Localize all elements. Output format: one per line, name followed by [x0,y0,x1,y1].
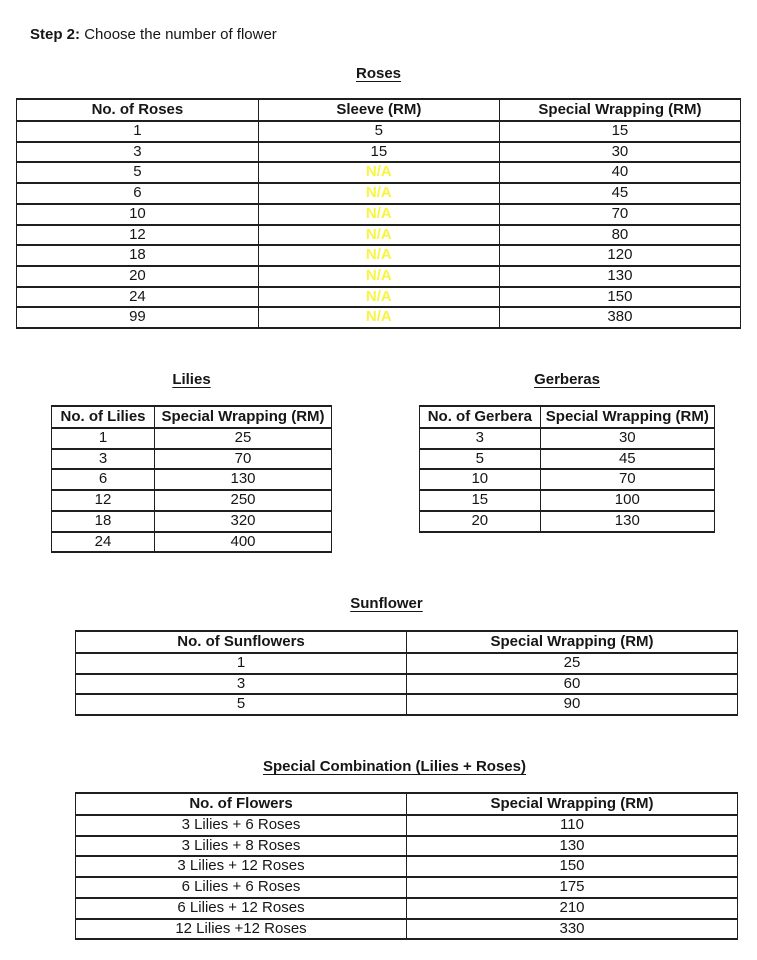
table-row [52,449,332,470]
table-cell: 130 [407,836,738,857]
table-cell: 5 [258,121,499,142]
na-cell: N/A [258,225,499,246]
na-cell: N/A [258,162,499,183]
table-cell: 80 [499,225,740,246]
table-row [76,836,738,857]
table-cell: 40 [499,162,740,183]
table-row [420,490,715,511]
table-row [420,428,715,449]
column-header: No. of Sunflowers [76,631,407,653]
table-cell: 15 [420,490,541,511]
table-cell: 45 [540,449,714,470]
table-cell: 210 [407,898,738,919]
table-row [17,204,741,225]
table-cell: 70 [499,204,740,225]
table-cell: 3 [420,428,541,449]
column-header: Special Wrapping (RM) [407,793,738,815]
table-row [52,532,332,553]
table-header-row [52,406,332,428]
table-cell: 1 [17,121,259,142]
na-cell: N/A [258,287,499,308]
table-cell: 6 [17,183,259,204]
table-cell: 3 [76,674,407,695]
table-row [17,245,741,266]
table-cell: 10 [17,204,259,225]
roses-table [16,98,741,329]
table-cell: 20 [420,511,541,532]
table-row [76,674,738,695]
table-cell: 5 [420,449,541,470]
table-cell: 6 [52,469,155,490]
table-row [17,142,741,163]
table-cell: 3 [17,142,259,163]
table-cell: 3 Lilies + 12 Roses [76,856,407,877]
table-cell: 25 [407,653,738,674]
table-cell: 30 [540,428,714,449]
table-header-row [76,631,738,653]
table-cell: 18 [17,245,259,266]
table-cell: 6 Lilies + 12 Roses [76,898,407,919]
table-cell: 70 [540,469,714,490]
table-row [52,469,332,490]
table-cell: 150 [499,287,740,308]
table-row [76,653,738,674]
table-cell: 380 [499,307,740,328]
table-header-row [76,793,738,815]
special-combination-heading: Special Combination (Lilies + Roses) [263,758,526,775]
table-cell: 3 [52,449,155,470]
table-row [52,511,332,532]
table-cell: 24 [17,287,259,308]
table-row [17,225,741,246]
table-cell: 130 [155,469,332,490]
table-row [17,183,741,204]
column-header: No. of Gerbera [420,406,541,428]
table-row [420,511,715,532]
gerberas-table [419,405,715,533]
table-row [76,815,738,836]
column-header: Special Wrapping (RM) [407,631,738,653]
lilies-heading: Lilies [172,371,211,388]
table-row [17,307,741,328]
table-cell: 250 [155,490,332,511]
table-cell: 3 Lilies + 8 Roses [76,836,407,857]
table-cell: 99 [17,307,259,328]
table-cell: 400 [155,532,332,553]
na-cell: N/A [258,307,499,328]
table-row [76,919,738,940]
table-cell: 3 Lilies + 6 Roses [76,815,407,836]
table-row [420,469,715,490]
table-cell: 25 [155,428,332,449]
table-cell: 120 [499,245,740,266]
table-cell: 12 [52,490,155,511]
table-cell: 5 [17,162,259,183]
lilies-table [51,405,332,553]
table-row [52,490,332,511]
table-cell: 15 [258,142,499,163]
table-row [76,856,738,877]
table-cell: 1 [76,653,407,674]
table-row [52,428,332,449]
roses-heading: Roses [355,65,402,82]
table-cell: 130 [540,511,714,532]
column-header: Special Wrapping (RM) [499,99,740,121]
table-cell: 60 [407,674,738,695]
table-row [76,694,738,715]
na-cell: N/A [258,183,499,204]
table-row [76,877,738,898]
table-cell: 130 [499,266,740,287]
table-cell: 12 [17,225,259,246]
sunflower-table [75,630,738,716]
table-row [17,121,741,142]
table-cell: 70 [155,449,332,470]
column-header: No. of Roses [17,99,259,121]
column-header: No. of Lilies [52,406,155,428]
table-cell: 30 [499,142,740,163]
na-cell: N/A [258,204,499,225]
step-label: Step 2: [30,26,81,43]
column-header: Special Wrapping (RM) [155,406,332,428]
table-cell: 10 [420,469,541,490]
column-header: Special Wrapping (RM) [540,406,714,428]
na-cell: N/A [258,266,499,287]
table-header-row [17,99,741,121]
step-text: Choose the number of flower [84,26,277,43]
page-title [30,26,277,43]
na-cell: N/A [258,245,499,266]
gerberas-heading: Gerberas [534,371,600,388]
table-row [76,898,738,919]
table-cell: 15 [499,121,740,142]
column-header: Sleeve (RM) [258,99,499,121]
table-cell: 110 [407,815,738,836]
table-cell: 12 Lilies +12 Roses [76,919,407,940]
table-cell: 320 [155,511,332,532]
table-cell: 100 [540,490,714,511]
table-cell: 6 Lilies + 6 Roses [76,877,407,898]
table-cell: 175 [407,877,738,898]
special-combination-table [75,792,738,940]
table-row [17,266,741,287]
table-cell: 18 [52,511,155,532]
column-header: No. of Flowers [76,793,407,815]
table-cell: 90 [407,694,738,715]
table-header-row [420,406,715,428]
table-row [420,449,715,470]
table-cell: 330 [407,919,738,940]
table-cell: 1 [52,428,155,449]
table-cell: 45 [499,183,740,204]
sunflower-heading: Sunflower [350,595,423,612]
table-cell: 24 [52,532,155,553]
table-cell: 150 [407,856,738,877]
table-cell: 5 [76,694,407,715]
table-cell: 20 [17,266,259,287]
table-row [17,162,741,183]
table-row [17,287,741,308]
